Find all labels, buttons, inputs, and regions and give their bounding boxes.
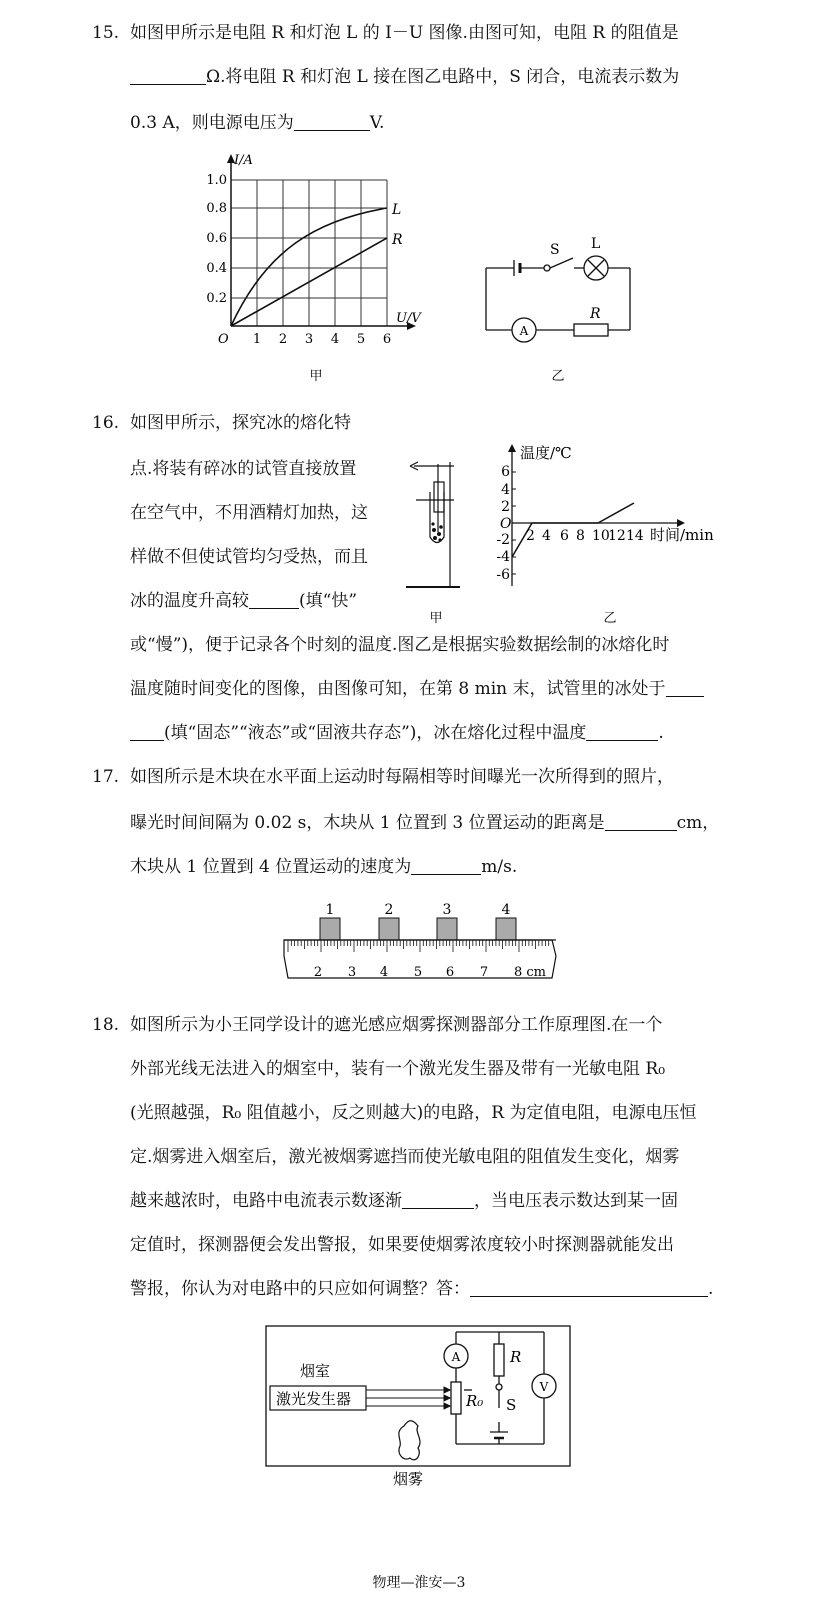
- block-label: 4: [501, 902, 511, 918]
- q17-line3: [130, 856, 517, 878]
- question-number: 17.: [92, 767, 120, 787]
- switch-label: S: [550, 242, 560, 258]
- origin-label: O: [218, 332, 229, 347]
- q18-line7: [130, 1278, 713, 1300]
- block-label: 2: [384, 902, 394, 918]
- x-tick: 8: [576, 528, 585, 544]
- test-tube-apparatus: [398, 452, 466, 632]
- y-tick: 4: [501, 482, 510, 498]
- q16-line2: 点.将装有碎冰的试管直接放置: [130, 459, 357, 479]
- laser-label: 激光发生器: [276, 1390, 352, 1408]
- voltmeter-label: V: [539, 1380, 549, 1394]
- ruler-figure: [280, 898, 560, 988]
- figure-caption: 甲: [429, 611, 443, 626]
- answer-blank[interactable]: [294, 112, 370, 131]
- q16-line5: [130, 590, 357, 612]
- answer-blank[interactable]: [411, 856, 481, 875]
- q16-line5-end: (填“快”: [299, 591, 358, 611]
- question-number: 16.: [92, 413, 120, 433]
- x-tick: 6: [382, 332, 392, 347]
- q16-line5-text: 冰的温度升高较: [130, 591, 249, 611]
- x-tick: 2: [526, 528, 535, 544]
- smoke-cloud-icon: [399, 1421, 420, 1460]
- q18-line4: 定.烟雾进入烟室后，激光被烟雾遮挡而使光敏电阻的阻值发生变化，烟雾: [130, 1147, 680, 1167]
- q16-line8-end: .: [658, 723, 664, 743]
- x-tick: 3: [304, 332, 314, 347]
- smoke-label: 烟雾: [392, 1470, 424, 1488]
- ruler-mark: 4: [379, 965, 389, 980]
- origin-label: O: [500, 516, 512, 532]
- y-axis-label: 温度/℃: [520, 444, 572, 462]
- y-tick: -6: [496, 567, 510, 583]
- x-axis-label: U/V: [396, 311, 421, 326]
- circuit-diagram: [478, 232, 638, 386]
- q15-line3-end: V.: [369, 113, 385, 133]
- q16-line7-text: 温度随时间变化的图像，由图像可知，在第 8 min 末，试管里的冰处于: [130, 679, 666, 699]
- q16-line7: [130, 678, 704, 700]
- x-tick: 4: [330, 332, 340, 347]
- line-R-label: R: [392, 232, 403, 248]
- q18-line7-text: 警报，你认为对电路中的只应如何调整？答：: [130, 1279, 470, 1299]
- answer-blank[interactable]: [249, 590, 299, 609]
- q18-line6: 定值时，探测器便会发出警报，如果要使烟雾浓度较小时探测器就能发出: [130, 1235, 674, 1255]
- q16-line6: 或“慢”)，便于记录各个时刻的温度.图乙是根据实验数据绘制的冰熔化时: [130, 635, 670, 655]
- q17-line2-text: 曝光时间间隔为 0.02 s，木块从 1 位置到 3 位置运动的距离是: [130, 813, 605, 833]
- q17-line2: [130, 812, 719, 834]
- answer-blank[interactable]: [666, 678, 704, 697]
- ruler-mark: 2: [313, 965, 323, 980]
- wood-block: [496, 918, 516, 940]
- y-tick: 6: [501, 464, 510, 480]
- y-tick: 0.4: [206, 261, 227, 276]
- ammeter-label: A: [451, 1350, 461, 1364]
- q18-line5: [130, 1190, 678, 1212]
- resistor-label: R: [590, 306, 601, 322]
- ruler-mark: 7: [479, 965, 489, 980]
- q16-line8: [130, 722, 664, 744]
- q17-line1: 如图所示是木块在水平面上运动时每隔相等时间曝光一次所得到的照片，: [130, 767, 674, 787]
- answer-blank[interactable]: [605, 812, 677, 831]
- y-tick: 0.2: [206, 291, 227, 306]
- q15-line3-text: 0.3 A，则电源电压为: [130, 113, 294, 133]
- y-tick: -4: [496, 549, 510, 565]
- answer-blank[interactable]: [470, 1278, 708, 1297]
- q18-line5-text: 越来越浓时，电路中电流表示数逐渐: [130, 1191, 402, 1211]
- x-tick: 12: [608, 528, 626, 544]
- answer-blank[interactable]: [130, 722, 164, 741]
- answer-blank[interactable]: [402, 1190, 474, 1209]
- q15-line3: [130, 112, 384, 134]
- ruler-mark: 3: [347, 965, 357, 980]
- q15-line2: [130, 66, 679, 88]
- question-number: 15.: [92, 23, 120, 43]
- q15-line2-text: Ω.将电阻 R 和灯泡 L 接在图乙电路中，S 闭合，电流表示数为: [206, 67, 680, 87]
- y-tick: 1.0: [206, 173, 227, 188]
- ruler-mark: 8 cm: [513, 965, 547, 980]
- photoresistor-label: R₀: [466, 1392, 484, 1410]
- q18-line3: (光照越强，R₀ 阻值越小，反之则越大)的电路，R 为定值电阻，电源电压恒: [130, 1103, 697, 1123]
- x-axis-label: 时间/min: [650, 526, 714, 544]
- y-tick: -2: [496, 532, 510, 548]
- curve-L-label: L: [392, 202, 402, 218]
- block-label: 1: [325, 902, 335, 918]
- smoke-room-label: 烟室: [300, 1362, 331, 1380]
- x-tick: 5: [356, 332, 366, 347]
- q17-line2-end: cm，: [676, 813, 720, 833]
- q15-line1: 如图甲所示是电阻 R 和灯泡 L 的 I－U 图像.由图可知，电阻 R 的阻值是: [130, 23, 679, 43]
- wood-block: [379, 918, 399, 940]
- resistor-label: R: [510, 1348, 522, 1366]
- y-tick: 2: [501, 499, 510, 515]
- q17-line3-end: m/s.: [481, 857, 518, 877]
- x-tick: 2: [278, 332, 288, 347]
- ammeter-label: A: [519, 324, 529, 338]
- q18-line5-end: ，当电压表示数达到某一固: [474, 1191, 678, 1211]
- wood-block: [320, 918, 340, 940]
- lamp-label: L: [591, 236, 601, 252]
- x-tick: 1: [252, 332, 262, 347]
- switch-label: S: [506, 1396, 517, 1414]
- q16-line1: 如图甲所示，探究冰的熔化特: [130, 413, 351, 433]
- q18-line1: 如图所示为小王同学设计的遮光感应烟雾探测器部分工作原理图.在一个: [130, 1015, 663, 1035]
- y-tick: 0.8: [206, 201, 227, 216]
- x-tick: 14: [626, 528, 644, 544]
- q16-line4: 样做不但使试管均匀受热，而且: [130, 547, 368, 567]
- x-tick: 4: [542, 528, 551, 544]
- ruler-mark: 6: [445, 965, 455, 980]
- y-axis-label: I/A: [234, 153, 253, 168]
- wood-block: [437, 918, 457, 940]
- figure-caption: 乙: [603, 611, 617, 626]
- x-tick: 10: [592, 528, 610, 544]
- answer-blank[interactable]: [130, 66, 206, 85]
- smoke-detector-diagram: [262, 1322, 574, 1492]
- figure-caption: 乙: [551, 369, 565, 384]
- q16-line8-text: (填“固态”“液态”或“固液共存态”)，冰在熔化过程中温度: [164, 723, 587, 743]
- figure-caption: 甲: [309, 369, 323, 384]
- question-number: 18.: [92, 1015, 120, 1035]
- iu-graph: [196, 150, 436, 386]
- page-footer: 物理—淮安—3: [372, 1575, 466, 1591]
- answer-blank[interactable]: [586, 722, 658, 741]
- y-tick: 0.6: [206, 231, 227, 246]
- q16-line3: 在空气中，不用酒精灯加热，这: [130, 503, 368, 523]
- q18-line2: 外部光线无法进入的烟室中，装有一个激光发生器及带有一光敏电阻 R₀: [130, 1059, 666, 1079]
- q17-line3-text: 木块从 1 位置到 4 位置运动的速度为: [130, 857, 412, 877]
- ruler-mark: 5: [413, 965, 423, 980]
- q18-line7-end: .: [708, 1279, 714, 1299]
- melting-graph: [490, 440, 740, 630]
- x-tick: 6: [560, 528, 569, 544]
- block-label: 3: [442, 902, 452, 918]
